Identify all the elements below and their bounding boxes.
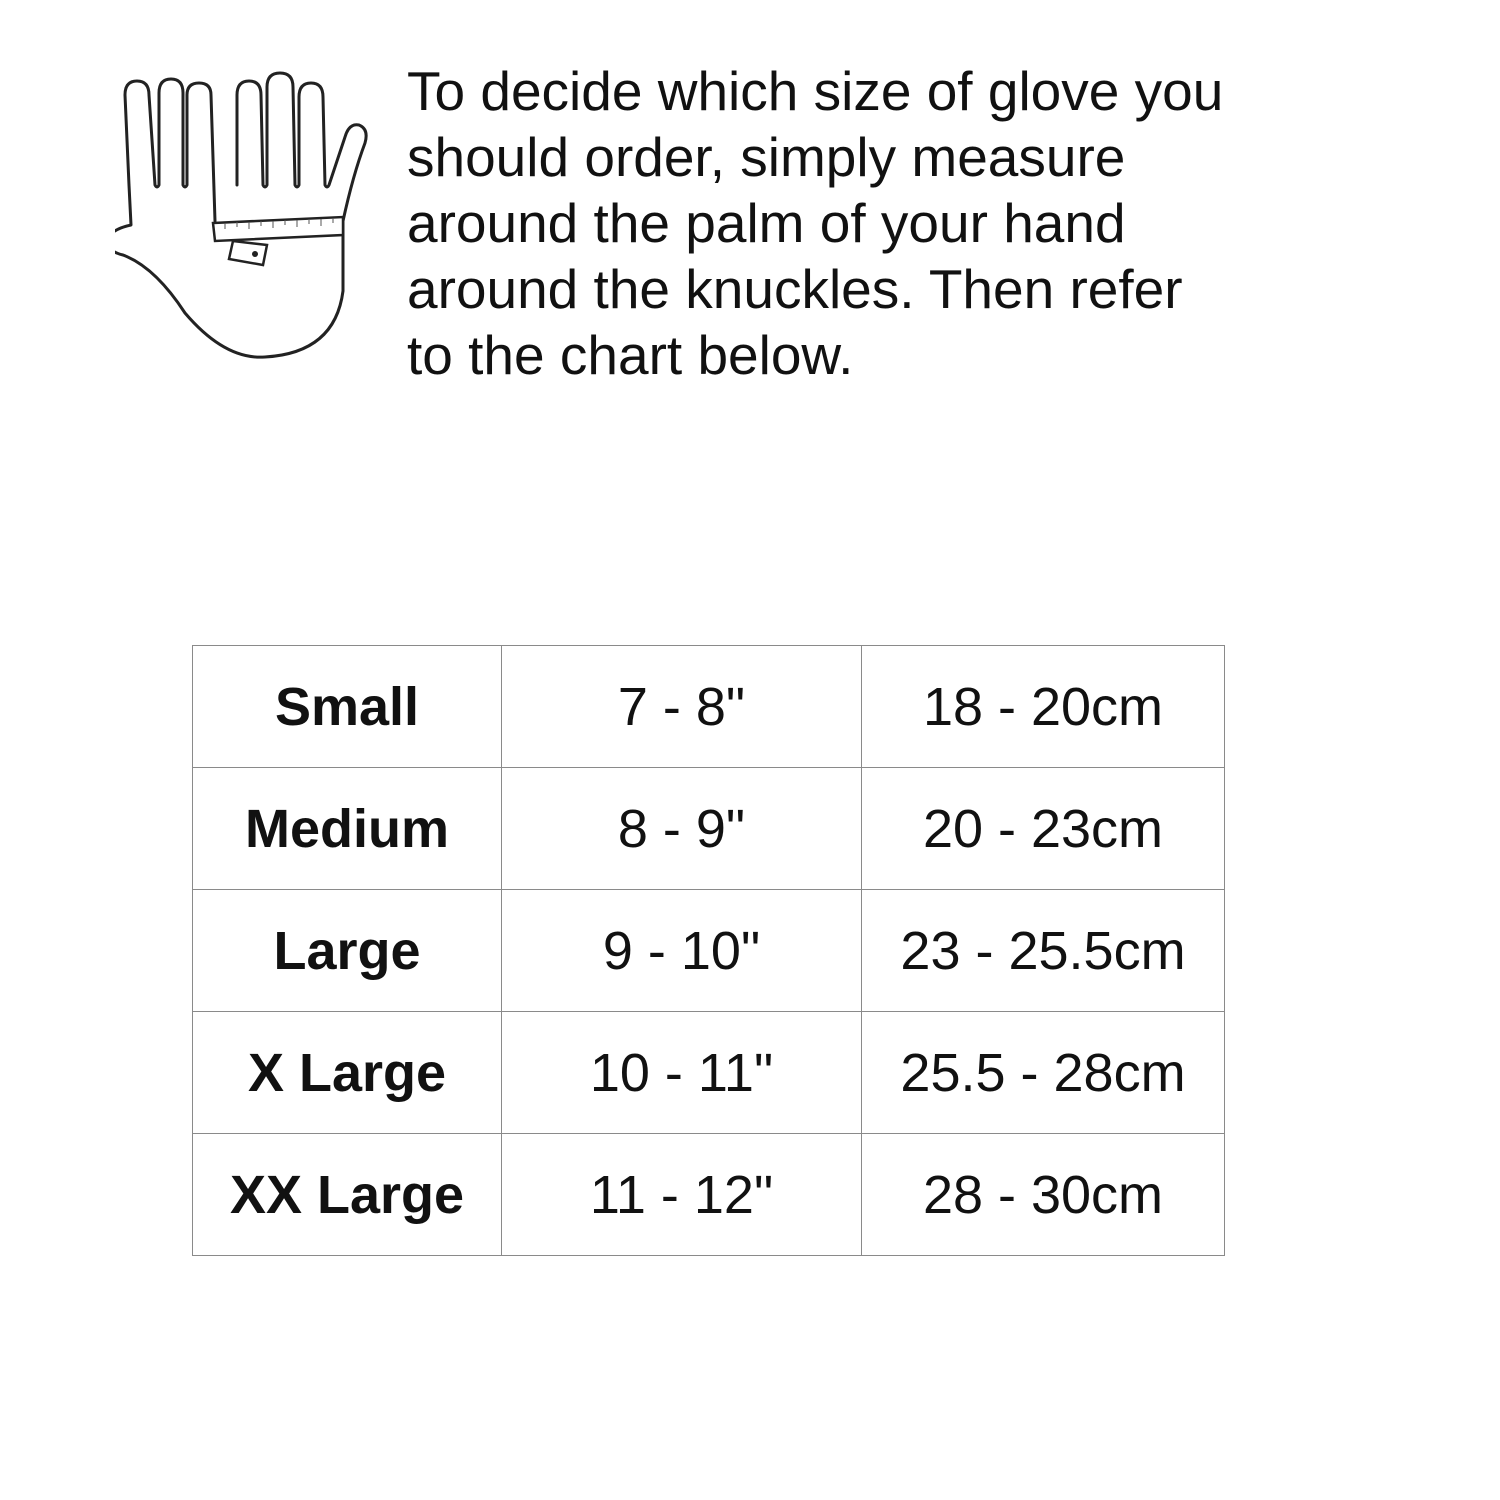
inches-cell: 7 - 8" xyxy=(502,646,862,768)
cm-cell: 25.5 - 28cm xyxy=(862,1012,1225,1134)
instructions-line: to the chart below. xyxy=(407,324,854,386)
instructions-text xyxy=(407,58,1467,388)
instructions-line: To decide which size of glove you xyxy=(407,60,1224,122)
cm-cell: 28 - 30cm xyxy=(862,1134,1225,1256)
size-label-cell: X Large xyxy=(193,1012,502,1134)
size-label-cell: Small xyxy=(193,646,502,768)
instructions-line: should order, simply measure xyxy=(407,126,1126,188)
inches-cell: 11 - 12" xyxy=(502,1134,862,1256)
instructions-line: around the knuckles. Then refer xyxy=(407,258,1183,320)
instructions-line: around the palm of your hand xyxy=(407,192,1126,254)
cm-cell: 20 - 23cm xyxy=(862,768,1225,890)
cm-cell: 23 - 25.5cm xyxy=(862,890,1225,1012)
inches-cell: 9 - 10" xyxy=(502,890,862,1012)
inches-cell: 10 - 11" xyxy=(502,1012,862,1134)
cm-cell: 18 - 20cm xyxy=(862,646,1225,768)
table-row xyxy=(193,1012,1225,1134)
hand-measure-icon xyxy=(115,55,380,370)
size-label-cell: XX Large xyxy=(193,1134,502,1256)
inches-cell: 8 - 9" xyxy=(502,768,862,890)
size-label-cell: Medium xyxy=(193,768,502,890)
size-chart-table xyxy=(192,645,1225,1256)
table-row xyxy=(193,1134,1225,1256)
table-row xyxy=(193,768,1225,890)
table-row xyxy=(193,890,1225,1012)
table-row xyxy=(193,646,1225,768)
size-label-cell: Large xyxy=(193,890,502,1012)
